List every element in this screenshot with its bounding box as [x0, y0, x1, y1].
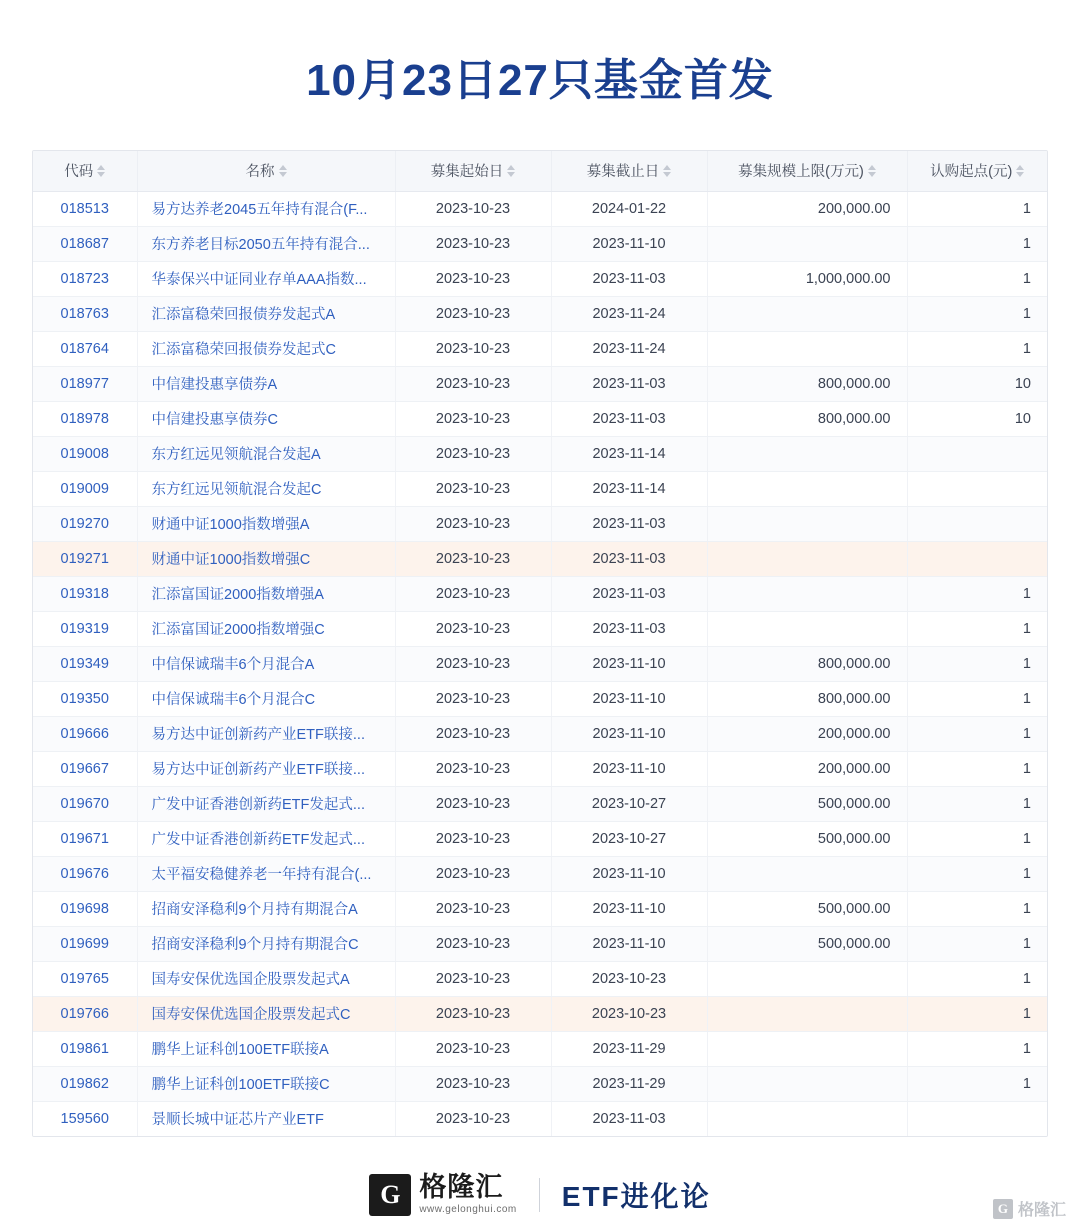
brand-url: www.gelonghui.com [419, 1204, 517, 1216]
cell-end-date: 2023-11-03 [551, 401, 707, 436]
cell-start-date: 2023-10-23 [395, 331, 551, 366]
cell-code[interactable]: 018723 [33, 261, 137, 296]
cell-scale-cap [707, 611, 907, 646]
table-row[interactable] [33, 1031, 1047, 1066]
cell-min-subscription: 1 [907, 1066, 1047, 1101]
cell-code[interactable]: 018978 [33, 401, 137, 436]
cell-min-subscription: 1 [907, 821, 1047, 856]
footer-divider [539, 1178, 540, 1212]
cell-code[interactable]: 019009 [33, 471, 137, 506]
cell-name[interactable]: 广发中证香港创新药ETF发起式... [137, 786, 395, 821]
cell-name[interactable]: 招商安泽稳利9个月持有期混合A [137, 891, 395, 926]
fund-table [33, 151, 1047, 1136]
cell-end-date: 2023-11-10 [551, 926, 707, 961]
cell-min-subscription: 1 [907, 961, 1047, 996]
table-header-row [33, 151, 1047, 192]
cell-code[interactable]: 019766 [33, 996, 137, 1031]
table-row[interactable] [33, 1066, 1047, 1101]
table-row[interactable] [33, 436, 1047, 471]
cell-scale-cap [707, 1101, 907, 1136]
cell-scale-cap [707, 331, 907, 366]
column-header-name[interactable] [137, 151, 395, 192]
cell-code[interactable]: 019008 [33, 436, 137, 471]
table-row[interactable] [33, 576, 1047, 611]
cell-code[interactable]: 019319 [33, 611, 137, 646]
table-row[interactable] [33, 331, 1047, 366]
column-header-code-label: 代码 [64, 164, 94, 181]
cell-end-date: 2023-11-14 [551, 436, 707, 471]
cell-start-date: 2023-10-23 [395, 856, 551, 891]
cell-code[interactable]: 019270 [33, 506, 137, 541]
cell-end-date: 2023-11-03 [551, 366, 707, 401]
table-row[interactable] [33, 1101, 1047, 1136]
table-row[interactable] [33, 751, 1047, 786]
cell-name[interactable]: 中信建投惠享债券A [137, 366, 395, 401]
cell-min-subscription: 1 [907, 646, 1047, 681]
cell-end-date: 2023-11-03 [551, 506, 707, 541]
cell-scale-cap: 200,000.00 [707, 751, 907, 786]
cell-start-date: 2023-10-23 [395, 541, 551, 576]
cell-code[interactable]: 019666 [33, 716, 137, 751]
cell-name[interactable]: 中信建投惠享债券C [137, 401, 395, 436]
cell-end-date: 2023-10-23 [551, 961, 707, 996]
cell-min-subscription: 1 [907, 856, 1047, 891]
cell-min-subscription: 1 [907, 1031, 1047, 1066]
cell-start-date: 2023-10-23 [395, 891, 551, 926]
cell-start-date: 2023-10-23 [395, 261, 551, 296]
cell-name[interactable]: 国寿安保优选国企股票发起式A [137, 961, 395, 996]
table-row[interactable] [33, 716, 1047, 751]
cell-min-subscription: 1 [907, 226, 1047, 261]
table-row[interactable] [33, 506, 1047, 541]
cell-end-date: 2023-11-03 [551, 611, 707, 646]
cell-name[interactable]: 汇添富稳荣回报债券发起式C [137, 331, 395, 366]
cell-name[interactable]: 东方红远见领航混合发起A [137, 436, 395, 471]
cell-name[interactable]: 易方达养老2045五年持有混合(F... [137, 191, 395, 226]
cell-scale-cap: 800,000.00 [707, 401, 907, 436]
sort-icon[interactable] [1016, 165, 1024, 177]
cell-min-subscription: 1 [907, 611, 1047, 646]
cell-name[interactable]: 易方达中证创新药产业ETF联接... [137, 751, 395, 786]
column-header-start-date[interactable] [395, 151, 551, 192]
sort-icon[interactable] [97, 165, 105, 177]
cell-min-subscription [907, 506, 1047, 541]
cell-end-date: 2023-11-03 [551, 1101, 707, 1136]
cell-min-subscription: 10 [907, 366, 1047, 401]
table-row[interactable] [33, 541, 1047, 576]
table-row[interactable] [33, 961, 1047, 996]
cell-start-date: 2023-10-23 [395, 821, 551, 856]
cell-code[interactable]: 019349 [33, 646, 137, 681]
cell-min-subscription [907, 1101, 1047, 1136]
cell-name[interactable]: 国寿安保优选国企股票发起式C [137, 996, 395, 1031]
cell-end-date: 2023-10-27 [551, 786, 707, 821]
cell-name[interactable]: 鹏华上证科创100ETF联接A [137, 1031, 395, 1066]
column-header-end-date-label: 募集截止日 [586, 164, 660, 181]
cell-start-date: 2023-10-23 [395, 716, 551, 751]
cell-start-date: 2023-10-23 [395, 926, 551, 961]
watermark [993, 1197, 1066, 1220]
cell-end-date: 2023-11-10 [551, 646, 707, 681]
table-row[interactable] [33, 996, 1047, 1031]
cell-start-date: 2023-10-23 [395, 401, 551, 436]
cell-name[interactable]: 汇添富国证2000指数增强C [137, 611, 395, 646]
cell-name[interactable]: 东方养老目标2050五年持有混合... [137, 226, 395, 261]
cell-start-date: 2023-10-23 [395, 611, 551, 646]
cell-end-date: 2023-11-10 [551, 681, 707, 716]
cell-min-subscription: 1 [907, 576, 1047, 611]
column-header-min-subscription[interactable] [907, 151, 1047, 192]
sort-icon[interactable] [663, 165, 671, 177]
cell-scale-cap [707, 226, 907, 261]
table-row[interactable] [33, 611, 1047, 646]
cell-start-date: 2023-10-23 [395, 191, 551, 226]
table-header [33, 151, 1047, 192]
table-row[interactable] [33, 366, 1047, 401]
brand-logo [369, 1174, 516, 1216]
column-header-start-date-label: 募集起始日 [430, 164, 504, 181]
cell-code[interactable]: 019271 [33, 541, 137, 576]
cell-scale-cap: 500,000.00 [707, 926, 907, 961]
cell-min-subscription: 1 [907, 926, 1047, 961]
cell-scale-cap [707, 996, 907, 1031]
cell-end-date: 2023-10-27 [551, 821, 707, 856]
cell-scale-cap: 200,000.00 [707, 716, 907, 751]
sort-icon[interactable] [868, 165, 876, 177]
cell-start-date: 2023-10-23 [395, 436, 551, 471]
cell-min-subscription: 1 [907, 716, 1047, 751]
cell-code[interactable]: 018764 [33, 331, 137, 366]
brand-text [419, 1174, 516, 1215]
cell-start-date: 2023-10-23 [395, 1101, 551, 1136]
cell-name[interactable]: 易方达中证创新药产业ETF联接... [137, 716, 395, 751]
cell-scale-cap [707, 1031, 907, 1066]
column-header-code[interactable] [33, 151, 137, 192]
cell-start-date: 2023-10-23 [395, 786, 551, 821]
cell-scale-cap [707, 576, 907, 611]
cell-code[interactable]: 019671 [33, 821, 137, 856]
brand-name: 格隆汇 [419, 1172, 504, 1203]
page-title: 10月23日27只基金首发 [306, 56, 774, 105]
cell-min-subscription: 1 [907, 681, 1047, 716]
table-row[interactable] [33, 471, 1047, 506]
cell-code[interactable]: 019667 [33, 751, 137, 786]
cell-scale-cap: 800,000.00 [707, 681, 907, 716]
cell-code[interactable]: 019698 [33, 891, 137, 926]
watermark-logo-icon: G [993, 1199, 1013, 1219]
table-row[interactable] [33, 401, 1047, 436]
cell-min-subscription: 1 [907, 891, 1047, 926]
cell-start-date: 2023-10-23 [395, 1066, 551, 1101]
cell-end-date: 2023-11-10 [551, 751, 707, 786]
cell-scale-cap [707, 856, 907, 891]
table-row[interactable] [33, 821, 1047, 856]
table-row[interactable] [33, 226, 1047, 261]
cell-scale-cap: 1,000,000.00 [707, 261, 907, 296]
cell-start-date: 2023-10-23 [395, 471, 551, 506]
cell-code[interactable]: 018977 [33, 366, 137, 401]
cell-min-subscription: 1 [907, 331, 1047, 366]
cell-scale-cap [707, 541, 907, 576]
cell-start-date: 2023-10-23 [395, 366, 551, 401]
cell-end-date: 2023-11-03 [551, 576, 707, 611]
table-row[interactable] [33, 891, 1047, 926]
cell-end-date: 2023-10-23 [551, 996, 707, 1031]
cell-name[interactable]: 中信保诚瑞丰6个月混合A [137, 646, 395, 681]
cell-end-date: 2023-11-24 [551, 331, 707, 366]
cell-scale-cap: 500,000.00 [707, 821, 907, 856]
cell-min-subscription: 1 [907, 296, 1047, 331]
column-header-scale-cap[interactable] [707, 151, 907, 192]
cell-code[interactable]: 019862 [33, 1066, 137, 1101]
table-row[interactable] [33, 926, 1047, 961]
table-row[interactable] [33, 681, 1047, 716]
cell-start-date: 2023-10-23 [395, 1031, 551, 1066]
cell-start-date: 2023-10-23 [395, 681, 551, 716]
cell-end-date: 2023-11-03 [551, 261, 707, 296]
cell-scale-cap: 200,000.00 [707, 191, 907, 226]
column-header-scale-cap-label: 募集规模上限(万元) [738, 164, 864, 181]
cell-code[interactable]: 018513 [33, 191, 137, 226]
table-row[interactable] [33, 646, 1047, 681]
cell-code[interactable]: 019670 [33, 786, 137, 821]
column-header-end-date[interactable] [551, 151, 707, 192]
cell-code[interactable]: 019765 [33, 961, 137, 996]
cell-name[interactable]: 招商安泽稳利9个月持有期混合C [137, 926, 395, 961]
cell-min-subscription: 1 [907, 996, 1047, 1031]
cell-code[interactable]: 159560 [33, 1101, 137, 1136]
table-row[interactable] [33, 191, 1047, 226]
gelonghui-logo-icon: G [369, 1174, 411, 1216]
cell-code[interactable]: 019350 [33, 681, 137, 716]
cell-end-date: 2023-11-29 [551, 1066, 707, 1101]
cell-name[interactable]: 汇添富稳荣回报债券发起式A [137, 296, 395, 331]
cell-end-date: 2023-11-10 [551, 716, 707, 751]
cell-code[interactable]: 018763 [33, 296, 137, 331]
cell-end-date: 2023-11-03 [551, 541, 707, 576]
cell-name[interactable]: 中信保诚瑞丰6个月混合C [137, 681, 395, 716]
cell-name[interactable]: 太平福安稳健养老一年持有混合(... [137, 856, 395, 891]
cell-scale-cap [707, 436, 907, 471]
cell-name[interactable]: 广发中证香港创新药ETF发起式... [137, 821, 395, 856]
column-header-name-label: 名称 [245, 164, 275, 181]
cell-start-date: 2023-10-23 [395, 996, 551, 1031]
cell-end-date: 2023-11-29 [551, 1031, 707, 1066]
table-row[interactable] [33, 261, 1047, 296]
cell-start-date: 2023-10-23 [395, 576, 551, 611]
cell-name[interactable]: 东方红远见领航混合发起C [137, 471, 395, 506]
cell-name[interactable]: 财通中证1000指数增强C [137, 541, 395, 576]
cell-end-date: 2024-01-22 [551, 191, 707, 226]
cell-scale-cap: 500,000.00 [707, 891, 907, 926]
cell-start-date: 2023-10-23 [395, 226, 551, 261]
cell-scale-cap [707, 471, 907, 506]
cell-name[interactable]: 鹏华上证科创100ETF联接C [137, 1066, 395, 1101]
cell-name[interactable]: 景顺长城中证芯片产业ETF [137, 1101, 395, 1136]
watermark-text: 格隆汇 [1017, 1202, 1066, 1219]
cell-min-subscription [907, 541, 1047, 576]
table-body [33, 191, 1047, 1136]
cell-start-date: 2023-10-23 [395, 646, 551, 681]
table-row[interactable] [33, 786, 1047, 821]
cell-code[interactable]: 019676 [33, 856, 137, 891]
cell-min-subscription: 1 [907, 786, 1047, 821]
cell-scale-cap [707, 1066, 907, 1101]
cell-end-date: 2023-11-10 [551, 891, 707, 926]
cell-scale-cap: 800,000.00 [707, 646, 907, 681]
sort-icon[interactable] [279, 165, 287, 177]
cell-min-subscription: 1 [907, 261, 1047, 296]
cell-name[interactable]: 财通中证1000指数增强A [137, 506, 395, 541]
cell-name[interactable]: 汇添富国证2000指数增强A [137, 576, 395, 611]
cell-end-date: 2023-11-24 [551, 296, 707, 331]
sort-icon[interactable] [507, 165, 515, 177]
table-row[interactable] [33, 296, 1047, 331]
column-header-min-subscription-label: 认购起点(元) [930, 164, 1013, 181]
cell-scale-cap: 500,000.00 [707, 786, 907, 821]
cell-min-subscription: 1 [907, 751, 1047, 786]
cell-code[interactable]: 019861 [33, 1031, 137, 1066]
footer [0, 1167, 1080, 1223]
cell-scale-cap [707, 296, 907, 331]
table-row[interactable] [33, 856, 1047, 891]
cell-end-date: 2023-11-10 [551, 226, 707, 261]
fund-table-container [32, 150, 1048, 1137]
series-title: ETF进化论 [561, 1180, 711, 1212]
cell-name[interactable]: 华泰保兴中证同业存单AAA指数... [137, 261, 395, 296]
cell-min-subscription [907, 471, 1047, 506]
cell-scale-cap: 800,000.00 [707, 366, 907, 401]
cell-code[interactable]: 019699 [33, 926, 137, 961]
cell-min-subscription: 10 [907, 401, 1047, 436]
cell-start-date: 2023-10-23 [395, 961, 551, 996]
cell-min-subscription [907, 436, 1047, 471]
cell-scale-cap [707, 961, 907, 996]
cell-scale-cap [707, 506, 907, 541]
cell-code[interactable]: 019318 [33, 576, 137, 611]
cell-start-date: 2023-10-23 [395, 751, 551, 786]
cell-end-date: 2023-11-14 [551, 471, 707, 506]
cell-end-date: 2023-11-10 [551, 856, 707, 891]
cell-min-subscription: 1 [907, 191, 1047, 226]
cell-start-date: 2023-10-23 [395, 296, 551, 331]
cell-code[interactable]: 018687 [33, 226, 137, 261]
cell-start-date: 2023-10-23 [395, 506, 551, 541]
